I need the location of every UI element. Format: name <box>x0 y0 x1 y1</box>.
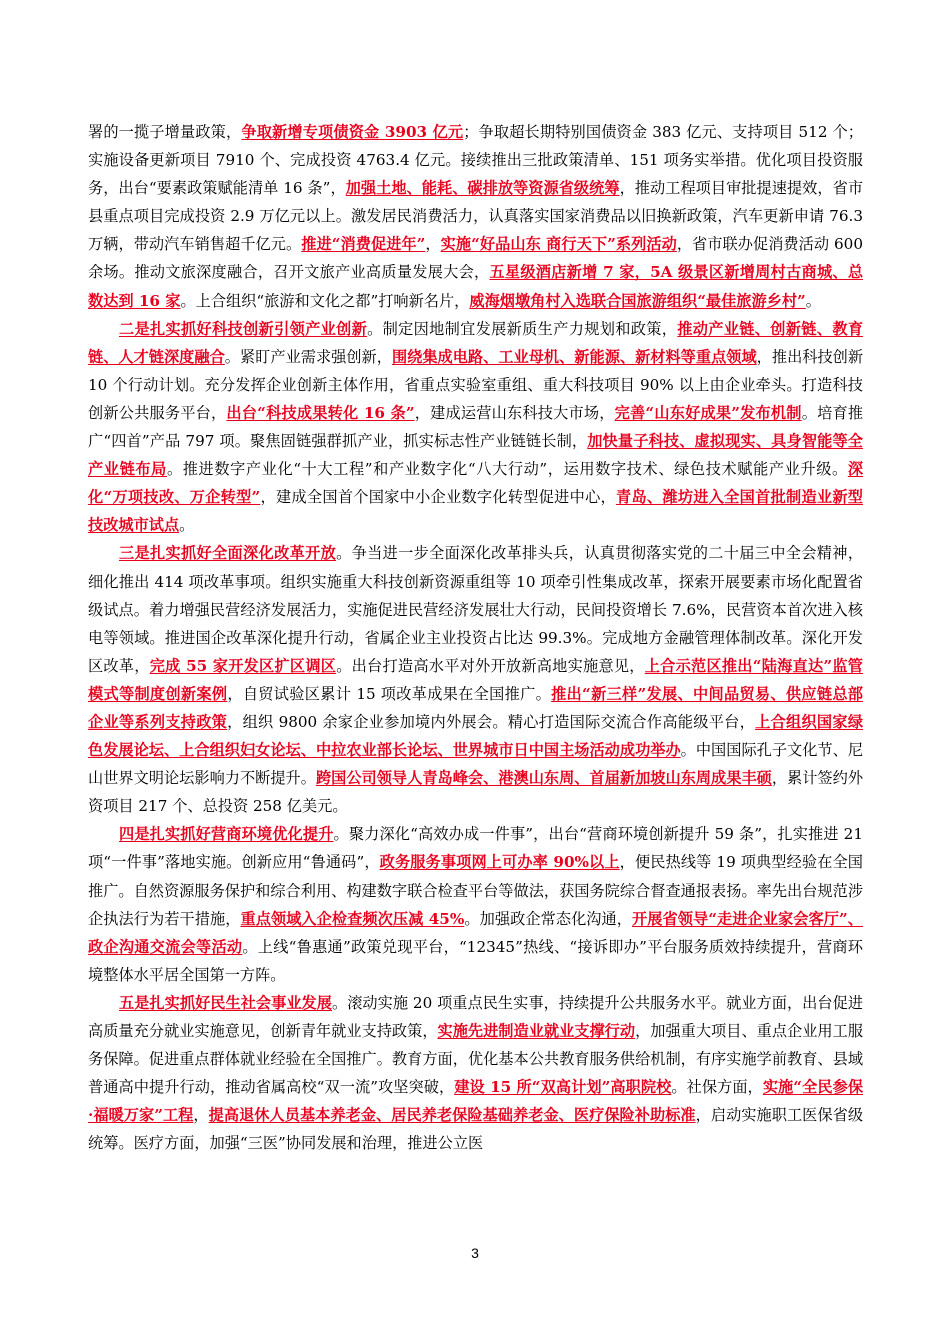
text-run: 署的一揽子增量政策， <box>88 123 242 141</box>
text-run: ，省市联办促消费活动 600 余场。推动文旅深度融合，召开文旅产业高质量发展大会， <box>88 235 863 282</box>
text-run: 。中国国际孔子文化节、尼山世界文明论坛影响力不断提升。 <box>88 741 864 788</box>
paragraph <box>88 989 863 1158</box>
highlighted-text: 上合示范区推出“陆海直达”监管模式等制度创新案例 <box>88 656 863 703</box>
highlighted-text: 实施“全民参保·福暖万家”工程 <box>88 1078 864 1125</box>
text-run: 。制定因地制宜发展新质生产力规划和政策， <box>367 319 678 338</box>
text-run: 。加强政企常态化沟通， <box>464 909 633 928</box>
text-run: ，加强重大项目、重点企业用工服务保障。促进重点群体就业经验在全国推广。教育方面，优化基本公共教育服务供给机制，有序实施学前教育、县域普通高中提升行动，推动省属高校“双一流”攻坚突破， <box>88 1022 864 1097</box>
highlighted-text: 完成 55 家开发区扩区调区 <box>149 656 337 675</box>
text-run: 。社保方面， <box>671 1078 763 1097</box>
highlighted-text: 实施“好品山东 商行天下”系列活动 <box>440 235 677 254</box>
text-run: 。 <box>805 291 821 310</box>
highlighted-text: 完善“山东好成果”发布机制 <box>614 403 802 422</box>
highlighted-text: 开展省领导“走进企业家会客厅”、政企沟通交流会等活动 <box>88 909 863 956</box>
highlighted-text: 加强土地、能耗、碳排放等资源省级统筹 <box>345 179 620 198</box>
highlighted-text: 出台“科技成果转化 16 条” <box>226 403 415 422</box>
text-run: ，启动实施职工医保省级统筹。医疗方面，加强“三医”协同发展和治理，推进公立医 <box>88 1106 863 1153</box>
highlighted-text: 建设 15 所“双高计划”高职院校 <box>454 1078 672 1097</box>
highlighted-text: 五星级酒店新增 7 家，5A 级景区新增周村古商城、总数达到 16 家 <box>88 263 864 310</box>
highlighted-text: 威海烟墩角村入选联合国旅游组织“最佳旅游乡村” <box>469 291 806 310</box>
text-run: 。争当进一步全面深化改革排头兵，认真贯彻落实党的二十届三中全会精神，细化推出 414 项改革事项。组织实施重大科技创新资源重组等 10 项牵引性集成改革，探索开展要素市场化配置省级试点。着力增强民营经济发展活力，实施促进民营经济发展壮大行动，民间投资增长 7.6%，民营资本首次进入核电等领域。推进国企改革深化提升行动，省属企业主业投资占比达 99.3%。完成地方金融管理体制改革。深化开发区改革， <box>88 544 864 675</box>
highlighted-text: 推进“消费促进年” <box>301 235 426 254</box>
text-run: ，自贸试验区累计 15 项改革成果在全国推广。 <box>227 684 552 703</box>
text-run: ，组织 9800 余家企业参加境内外展会。精心打造国际交流合作高能级平台， <box>227 712 756 731</box>
paragraph <box>88 820 863 989</box>
text-run: ，建成全国首个国家中小企业数字化转型促进中心， <box>260 488 616 507</box>
text-run: ， <box>425 235 441 254</box>
text-run: 。推进数字产业化“十大工程”和产业数字化“八大行动”，运用数字技术、绿色技术赋能产业升级。 <box>166 460 848 479</box>
highlighted-text: 加快量子科技、虚拟现实、具身智能等全产业链布局 <box>88 432 863 479</box>
text-run: ，累计签约外资项目 217 个、总投资 258 亿美元。 <box>88 769 864 816</box>
text-run: ，推动工程项目审批提速提效，省市县重点项目完成投资 2.9 万亿元以上。激发居民消费活力，认真落实国家消费品以旧换新政策，汽车更新申请 76.3 万辆，带动汽车销售超千亿元。 <box>88 179 864 254</box>
highlighted-text: 青岛、潍坊进入全国首批制造业新型技改城市试点 <box>88 488 863 535</box>
highlighted-text: 争取新增专项债资金 3903 亿元 <box>241 123 464 141</box>
highlighted-text: 围绕集成电路、工业母机、新能源、新材料等重点领域 <box>391 347 757 366</box>
highlighted-text: 政务服务事项网上可办率 90%以上 <box>379 853 620 872</box>
highlighted-text: 推出“新三样”发展、中间品贸易、供应链总部企业等系列支持政策 <box>88 684 863 731</box>
section-lead: 五是扎实抓好民生社会事业发展 <box>119 993 332 1012</box>
text-run: 。紧盯产业需求强创新， <box>224 347 392 366</box>
highlighted-text: 跨国公司领导人青岛峰会、港澳山东周、首届新加坡山东周成果丰硕 <box>315 769 772 788</box>
page-number: 3 <box>471 1245 479 1261</box>
body-text <box>88 118 863 1157</box>
section-lead: 二是扎实抓好科技创新引领产业创新 <box>119 319 368 338</box>
highlighted-text: 提高退休人员基本养老金、居民养老保险基础养老金、医疗保险补助标准 <box>208 1106 696 1125</box>
text-run: ，便民热线等 19 项典型经验在全国推广。自然资源服务保护和综合利用、构建数字联合检查平台等做法，获国务院综合督查通报表扬。率先出台规范涉企执法行为若干措施， <box>88 853 863 928</box>
highlighted-text: 深化“万项技改、万企转型” <box>88 460 863 507</box>
text-run: 。上线“鲁惠通”政策兑现平台，“12345”热线、“接诉即办”平台服务质效持续提升，营商环境整体水平居全国第一方阵。 <box>88 937 863 984</box>
text-run: 。培育推广“四首”产品 797 项。聚焦固链强群抓产业，抓实标志性产业链链长制， <box>88 403 864 451</box>
section-lead: 三是扎实抓好全面深化改革开放 <box>119 544 337 563</box>
text-run: ，建成运营山东科技大市场， <box>414 403 615 422</box>
section-lead: 四是扎实抓好营商环境优化提升 <box>119 825 334 844</box>
text-run: 。聚力深化“高效办成一件事”，出台“营商环境创新提升 59 条”，扎实推进 21 项“一件事”落地实施。创新应用“鲁通码”， <box>88 825 863 872</box>
text-run: ；争取超长期特别国债资金 383 亿元、支持项目 512 个；实施设备更新项目 7910 个、完成投资 4763.4 亿元。接续推出三批政策清单、151 项务实举措。优化项目投资服务，出台“要素政策赋能清单 16 条”， <box>88 123 863 198</box>
highlighted-text: 上合组织国家绿色发展论坛、上合组织妇女论坛、中拉农业部长论坛、世界城市日中国主场活动成功举办 <box>88 712 864 760</box>
text-run: 。滚动实施 20 项重点民生实事，持续提升公共服务水平。就业方面，出台促进高质量充分就业实施意见，创新青年就业支持政策， <box>88 993 864 1040</box>
text-run: 。 <box>179 516 195 535</box>
paragraph <box>88 118 863 315</box>
paragraph <box>88 315 863 540</box>
text-run: 。上合组织“旅游和文化之都”打响新名片， <box>180 291 470 310</box>
text-run: ， <box>193 1106 209 1125</box>
paragraph <box>88 539 863 820</box>
highlighted-text: 推动产业链、创新链、教育链、人才链深度融合 <box>88 319 864 366</box>
text-run: 。出台打造高水平对外开放新高地实施意见， <box>336 656 645 675</box>
highlighted-text: 实施先进制造业就业支撑行动 <box>437 1022 636 1040</box>
highlighted-text: 重点领域入企检查频次压减 45% <box>240 909 465 928</box>
text-run: ，推出科技创新 10 个行动计划。充分发挥企业创新主体作用，省重点实验室重组、重大科技项目 90% 以上由企业牵头。打造科技创新公共服务平台， <box>88 347 864 422</box>
